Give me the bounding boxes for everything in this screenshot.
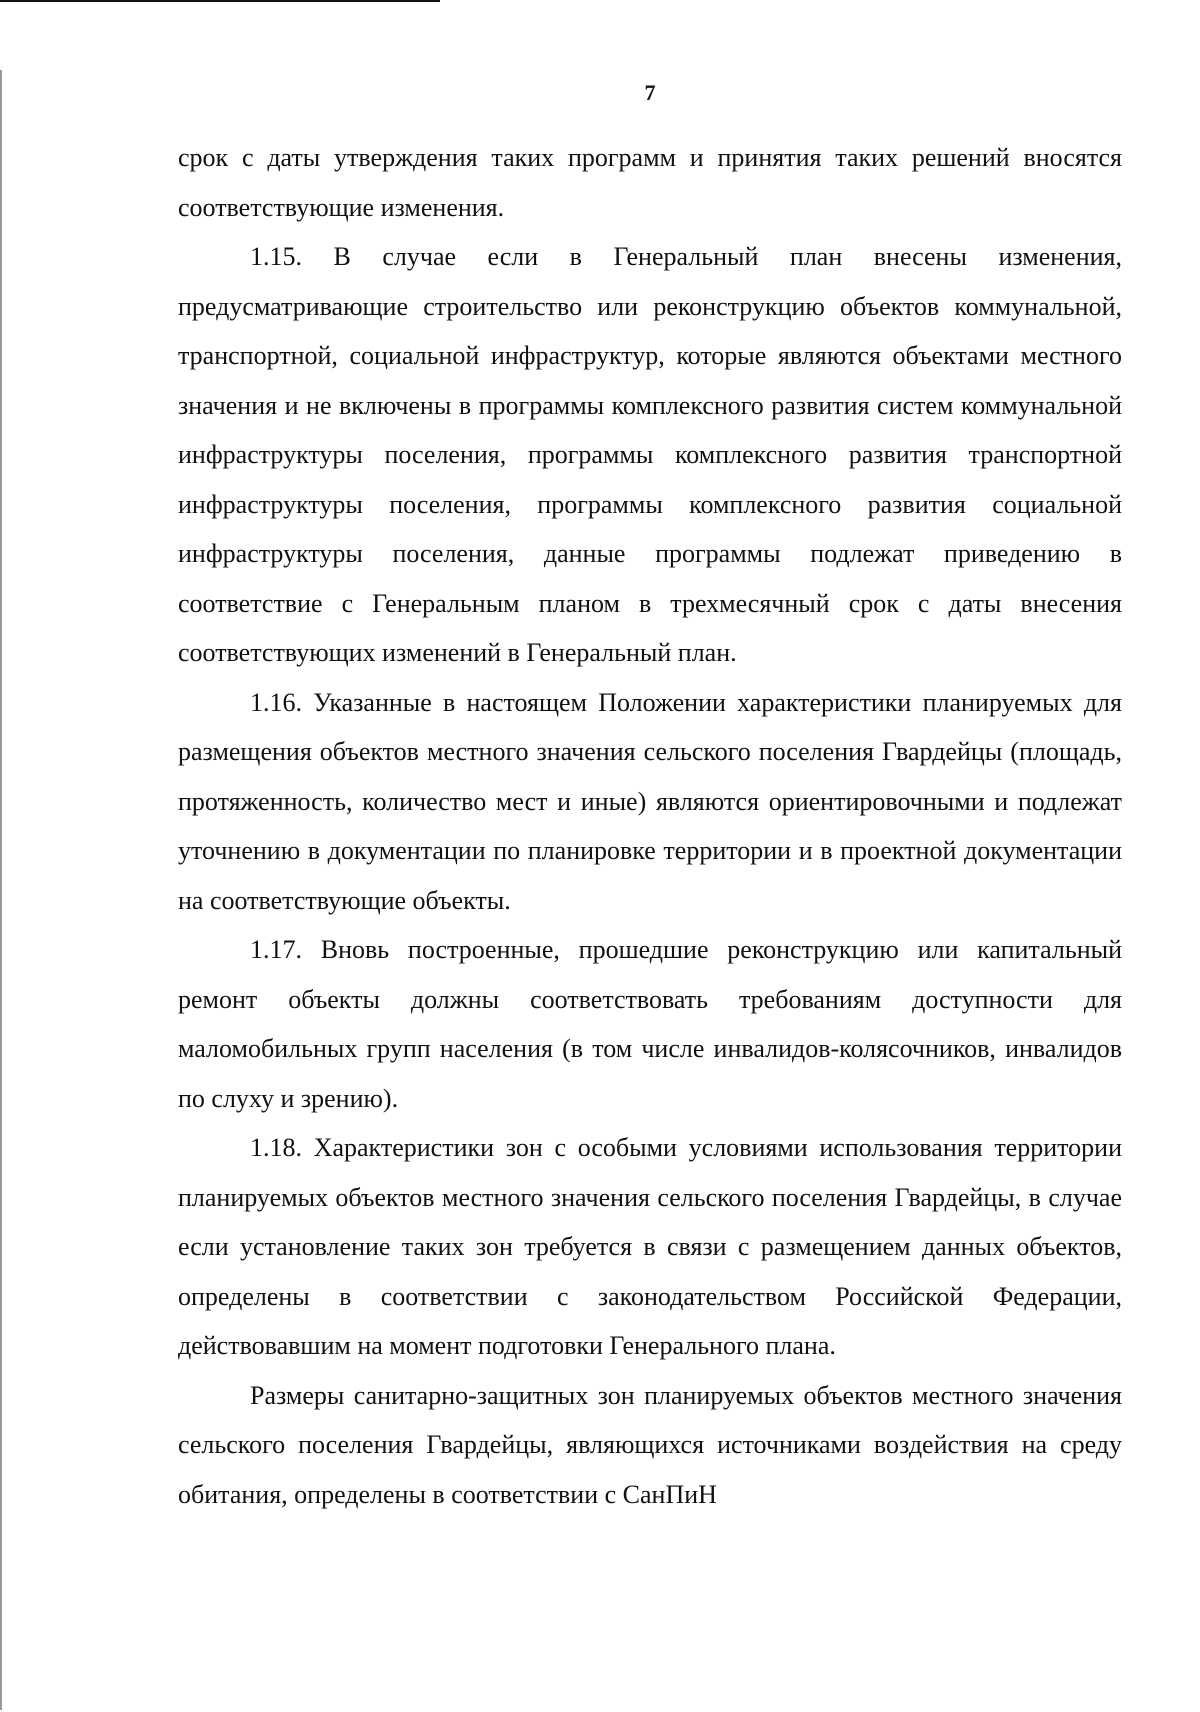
scan-left-edge-line	[0, 70, 2, 1710]
paragraph-1-15: 1.15. В случае если в Генеральный план внесены изменения, предусматривающие строительство или реконструкцию объектов коммунальной, транспортной, социальной инфраструктур, которые являются объектами местного значения и не включены в программы комплексного развития систем коммунальной инфраструктуры поселения, программы комплексного развития транспортной инфраструктуры поселения, программы комплексного развития социальной инфраструктуры поселения, данные программы подлежат приведению в соответствие с Генеральным планом в трехмесячный срок с даты внесения соответствующих изменений в Генеральный план.	[178, 242, 1122, 667]
paragraph-sanitary-zones: Размеры санитарно-защитных зон планируемых объектов местного значения сельского поселения Гвардейцы, являющихся источниками воздействия на среду обитания, определены в соответствии с СанПиН	[178, 1380, 1122, 1509]
document-body	[178, 133, 1122, 1519]
paragraph-1-16: 1.16. Указанные в настоящем Положении характеристики планируемых для размещения объектов местного значения сельского поселения Гвардейцы (площадь, протяженность, количество мест и иные) являются ориентировочными и подлежат уточнению в документации по планировке территории и в проектной документации на соответствующие объекты.	[178, 687, 1122, 915]
paragraph-1-17: 1.17. Вновь построенные, прошедшие реконструкцию или капитальный ремонт объекты должны соответствовать требованиям доступности для маломобильных групп населения (в том числе инвалидов-колясочников, инвалидов по слуху и зрению).	[178, 935, 1122, 1113]
scan-top-edge-line	[0, 0, 440, 2]
page-number: 7	[644, 80, 656, 105]
paragraph-1-18: 1.18. Характеристики зон с особыми условиями использования территории планируемых объектов местного значения сельского поселения Гвардейцы, в случае если установление таких зон требуется в связи с размещением данных объектов, определены в соответствии с законодательством Российской Федерации, действовавшим на момент подготовки Генерального плана.	[178, 1133, 1122, 1360]
paragraph-continuation: срок с даты утверждения таких программ и принятия таких решений вносятся соответствующие изменения.	[178, 143, 1122, 222]
